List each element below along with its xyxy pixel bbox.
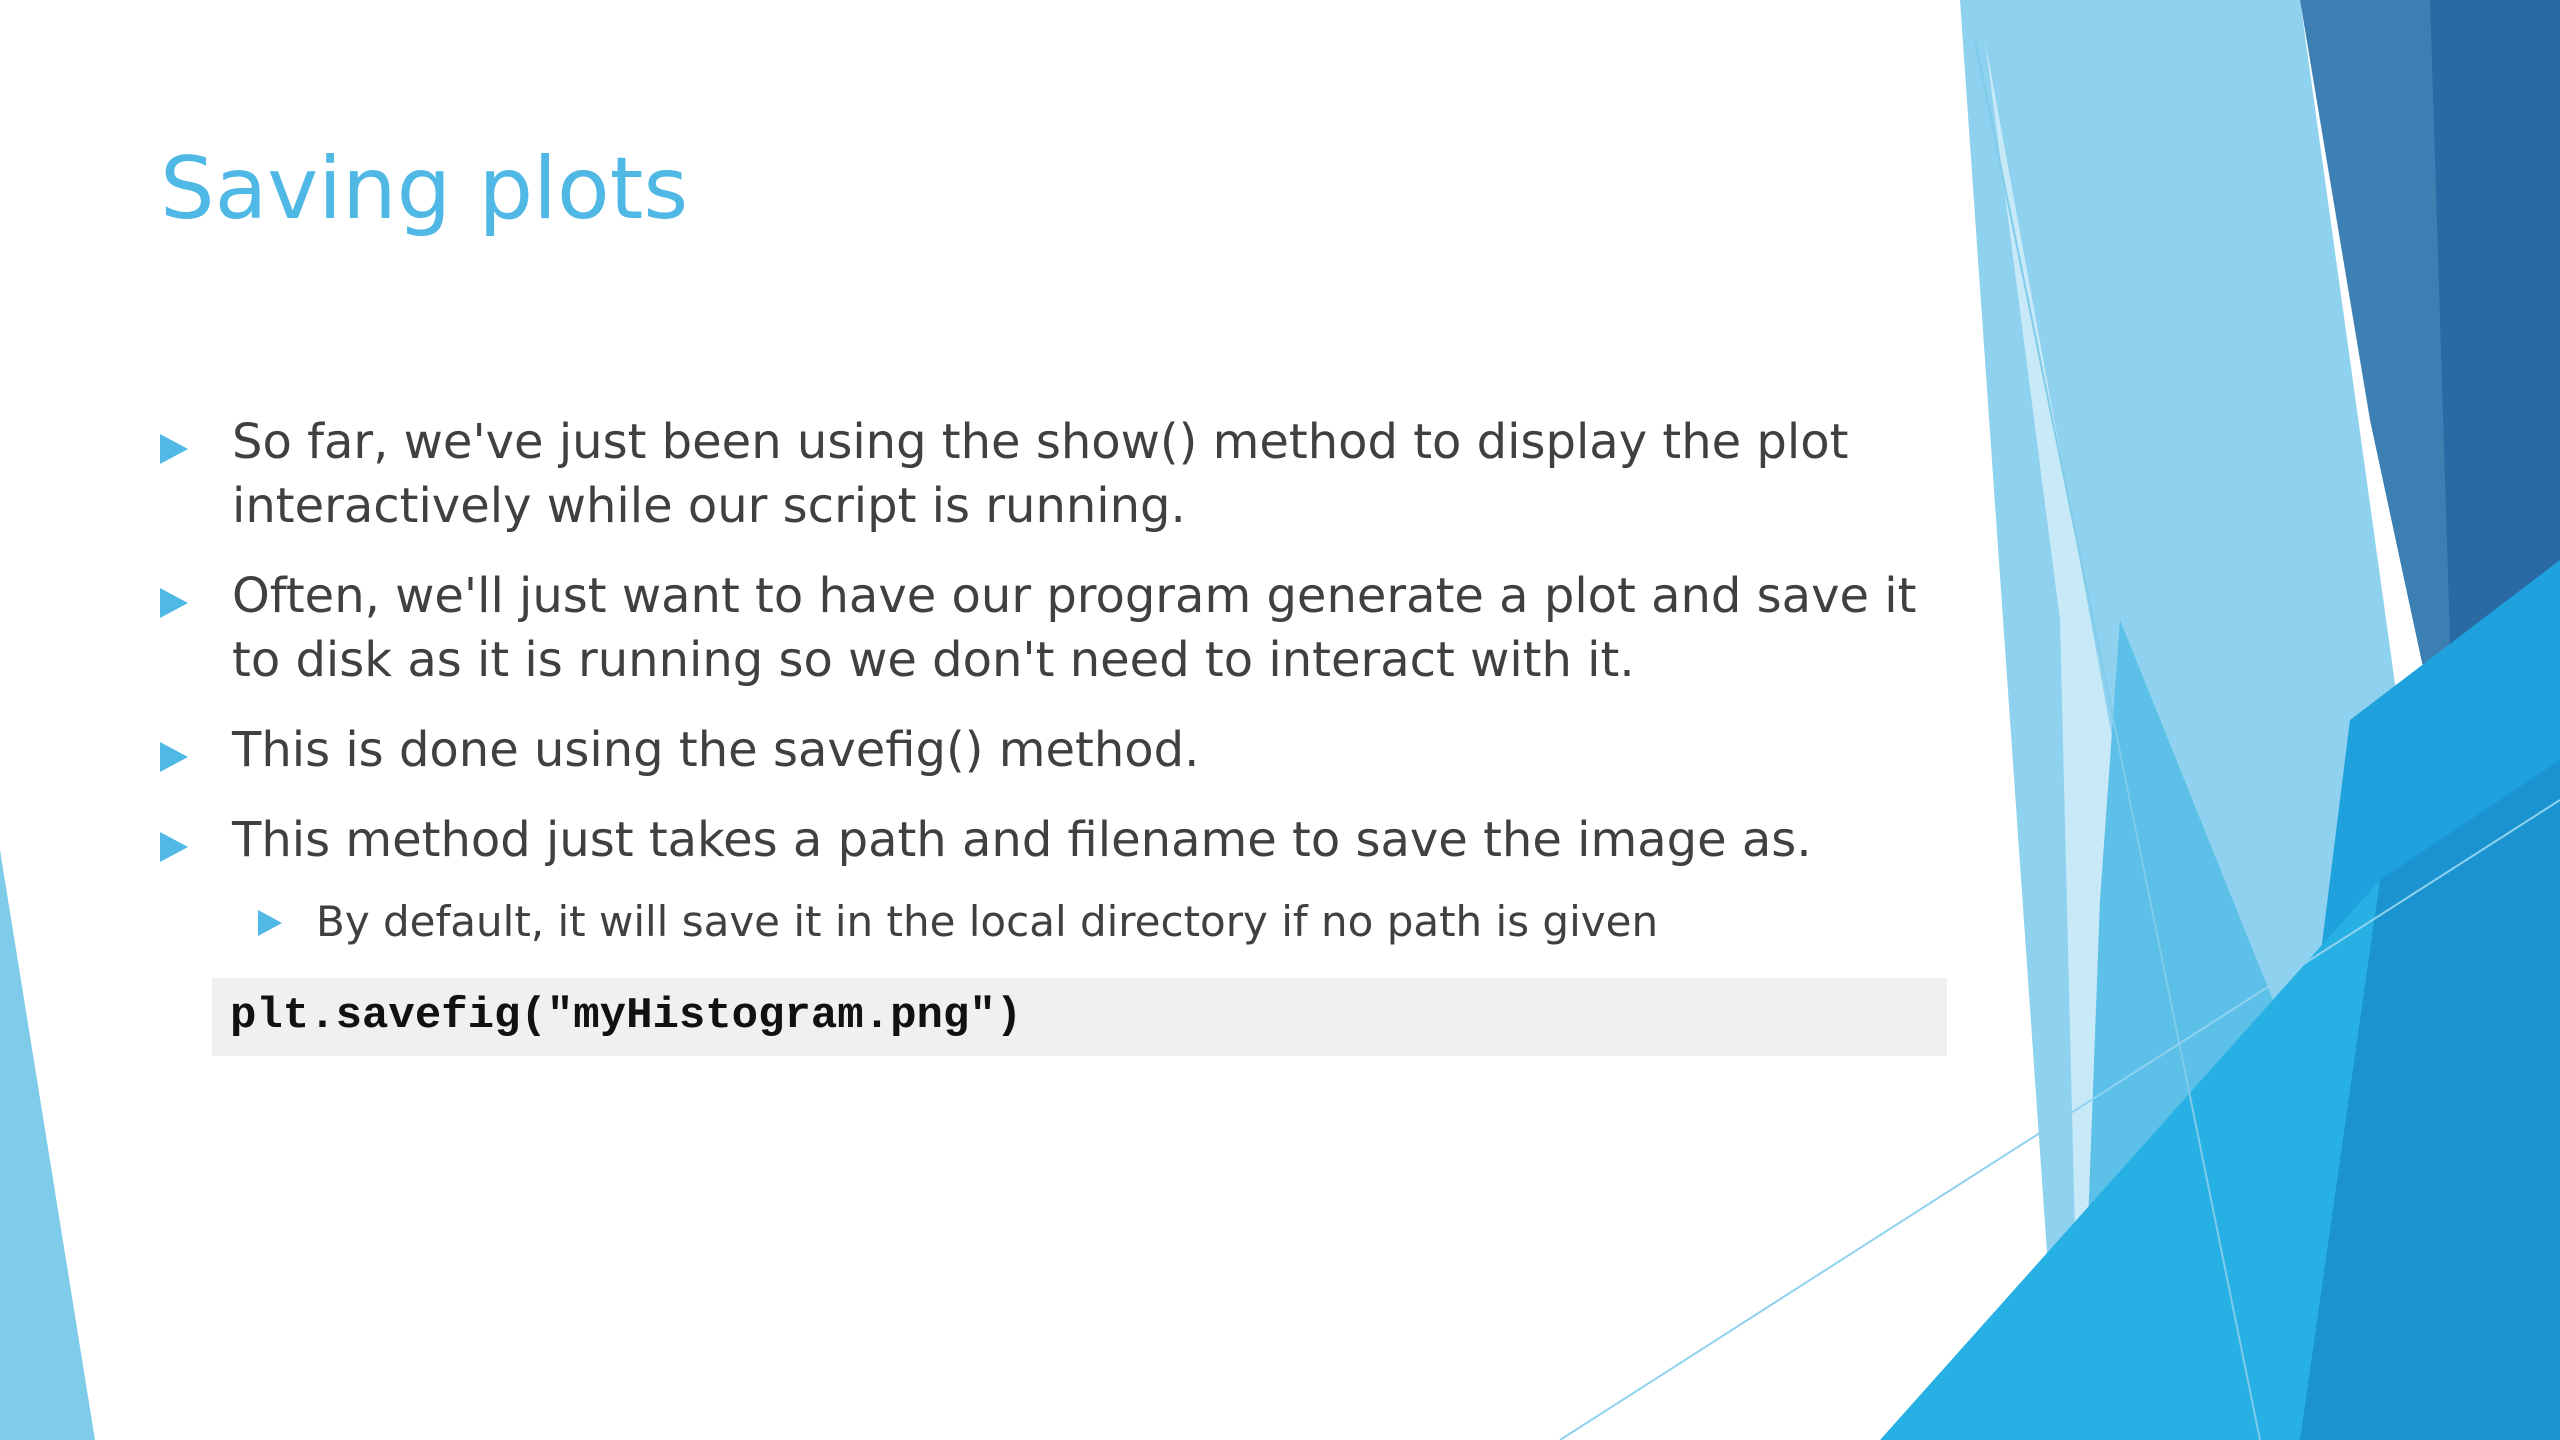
slide-body [160, 410, 1960, 952]
bullet-item [160, 410, 1960, 538]
left-edge-facet [0, 850, 95, 1440]
bullet-text: Often, we'll just want to have our program generate a plot and save it to disk as it is running so we don't need to interact with it. [232, 568, 1917, 688]
bullet-item [160, 808, 1960, 872]
triangle-right-icon [160, 588, 188, 618]
code-line: plt.savefig("myHistogram.png") [230, 991, 1023, 1041]
bullet-item [160, 564, 1960, 692]
bullet-list [160, 410, 1960, 872]
bullet-item [160, 718, 1960, 782]
bullet-text: This method just takes a path and filename to save the image as. [232, 812, 1812, 868]
triangle-right-icon [160, 832, 188, 862]
triangle-right-icon [258, 910, 282, 936]
triangle-right-icon [160, 742, 188, 772]
sub-bullet-item [258, 892, 1960, 952]
sub-bullet-text: By default, it will save it in the local directory if no path is given [316, 897, 1659, 946]
slide-title: Saving plots [160, 139, 689, 239]
bullet-text: This is done using the savefig() method. [232, 722, 1200, 778]
triangle-right-icon [160, 434, 188, 464]
code-block [212, 978, 1947, 1056]
bullet-text: So far, we've just been using the show() method to display the plot interactively while our script is running. [232, 414, 1849, 534]
